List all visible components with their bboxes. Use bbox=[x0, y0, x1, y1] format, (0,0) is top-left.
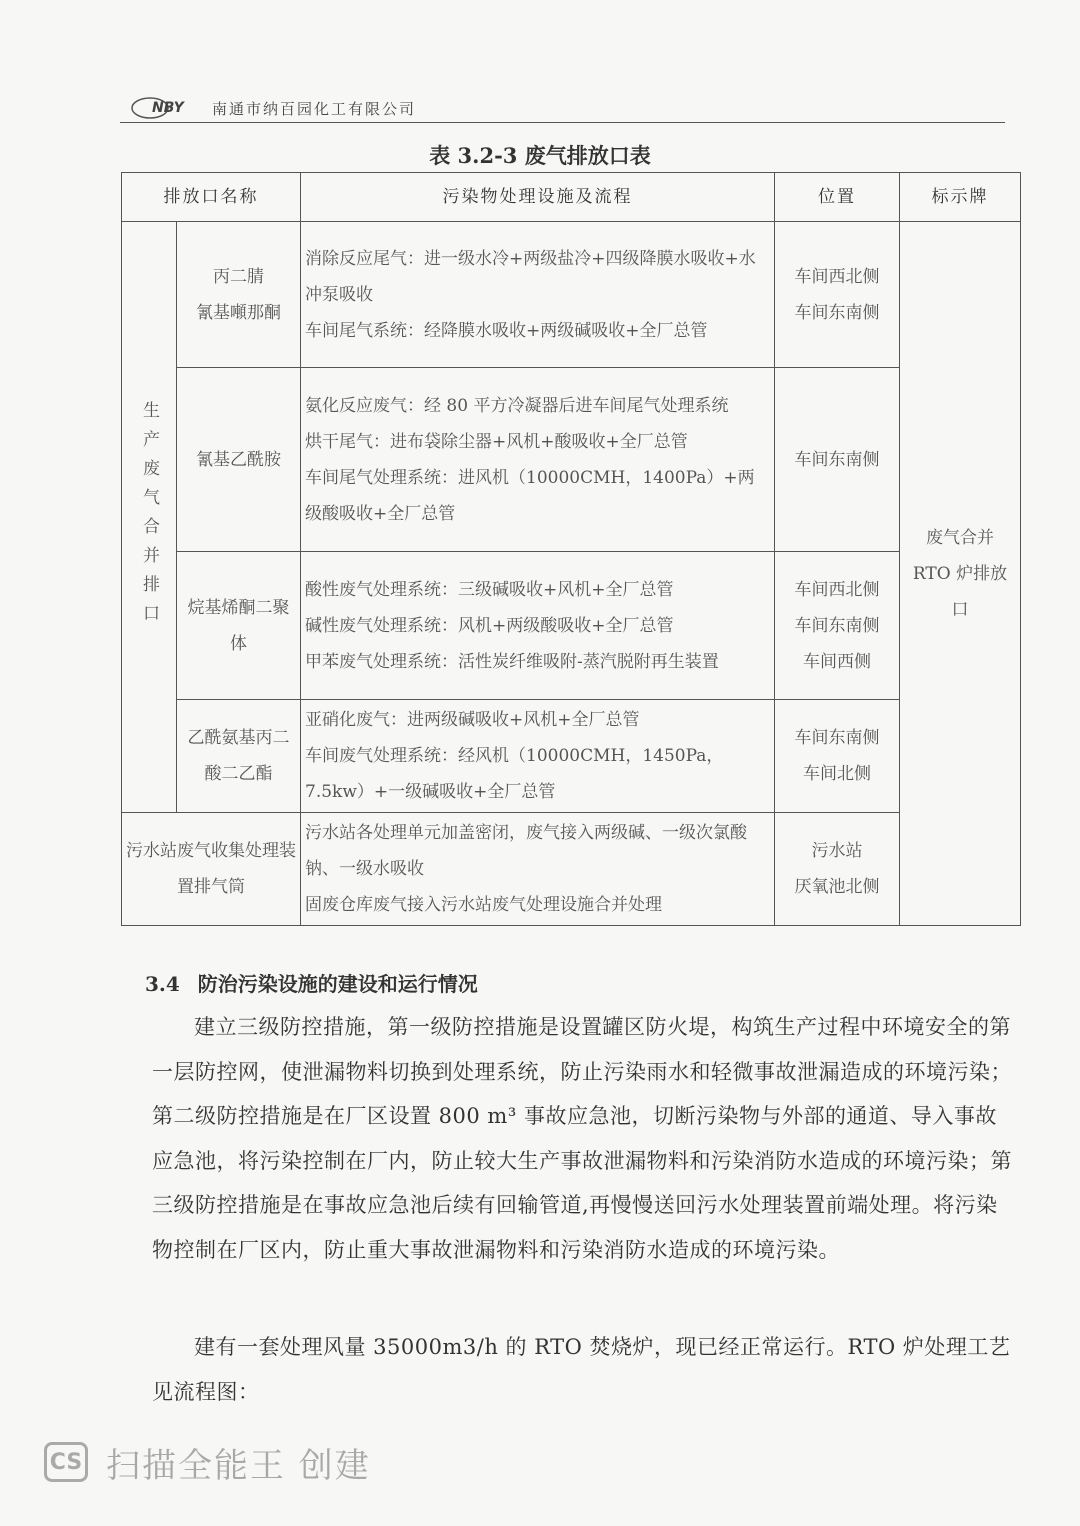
section-title: 防治污染设施的建设和运行情况 bbox=[197, 972, 478, 996]
location-item: 车间西北侧 bbox=[794, 579, 880, 600]
watermark-text: 扫描全能王 创建 bbox=[106, 1445, 371, 1486]
location-item: 车间东南侧 bbox=[794, 302, 880, 323]
location-item: 车间北侧 bbox=[803, 764, 871, 784]
process-step: 甲苯废气处理系统：活性炭纤维吸附-蒸汽脱附再生装置 bbox=[305, 651, 719, 672]
location-item: 污水站 bbox=[811, 841, 863, 861]
table-row bbox=[122, 813, 1021, 926]
paragraph: 建有一套处理风量 35000m3/h 的 RTO 焚烧炉，现已经正常运行。RTO 炉处理工艺见流程图： bbox=[152, 1335, 1011, 1404]
location-item: 车间东南侧 bbox=[794, 615, 880, 636]
location-item: 厌氧池北侧 bbox=[794, 877, 880, 897]
outlet-name-line: 氰基乙酰胺 bbox=[196, 449, 281, 470]
outlet-name-line: 氰基噸那酮 bbox=[196, 302, 281, 323]
process-step: 烘干尾气：进布袋除尘器+风机+酸吸收+全厂总管 bbox=[305, 431, 688, 452]
table-title: 表 3.2-3 废气排放口表 bbox=[429, 143, 651, 168]
outlet-name-line: 污水站废气收集处理装置排气筒 bbox=[126, 841, 296, 897]
outlet-name-line: 丙二腈 bbox=[213, 266, 264, 287]
location-item: 车间西北侧 bbox=[794, 266, 880, 287]
process-step: 酸性废气处理系统：三级碱吸收+风机+全厂总管 bbox=[305, 579, 674, 600]
col-header-location: 位置 bbox=[775, 173, 900, 222]
process-step: 车间尾气系统：经降膜水吸收+两级碱吸收+全厂总管 bbox=[305, 320, 708, 341]
process-step: 车间废气处理系统：经风机（10000CMH，1450Pa，7.5kw）+一级碱吸收+全厂总管 bbox=[305, 746, 724, 802]
process-step: 固废仓库废气接入污水站废气处理设施合并处理 bbox=[305, 895, 662, 915]
section-heading bbox=[145, 968, 478, 997]
camscanner-icon: CS bbox=[44, 1442, 88, 1482]
process-cell bbox=[301, 222, 775, 368]
table-header-row bbox=[122, 173, 1021, 222]
outlet-name-line: 乙酰氨基丙二酸二乙酯 bbox=[187, 728, 290, 784]
table-row bbox=[122, 552, 1021, 700]
company-logo bbox=[130, 94, 208, 120]
location-item: 车间东南侧 bbox=[794, 728, 880, 748]
outlet-name bbox=[177, 700, 301, 813]
sign-cell bbox=[900, 222, 1021, 926]
outlet-name bbox=[177, 368, 301, 552]
outlet-name bbox=[177, 222, 301, 368]
group-label: 生产废气合并排口 bbox=[139, 401, 159, 633]
company-name: 南通市纳百园化工有限公司 bbox=[212, 100, 417, 118]
section-number: 3.4 bbox=[145, 972, 180, 996]
process-step: 消除反应尾气：进一级水冷+两级盐冷+四级降膜水吸收+水冲泵吸收 bbox=[305, 248, 756, 305]
outlet-name-line: 烷基烯酮二聚体 bbox=[187, 597, 290, 654]
process-cell bbox=[301, 700, 775, 813]
table-row bbox=[122, 368, 1021, 552]
location-item: 车间西侧 bbox=[803, 651, 871, 672]
process-step: 车间尾气处理系统：进风机（10000CMH，1400Pa）+两级酸吸收+全厂总管 bbox=[305, 467, 755, 524]
paragraph: 建立三级防控措施，第一级防控措施是设置罐区防火堤，构筑生产过程中环境安全的第一层防控网，使泄漏物料切换到处理系统，防止污染雨水和轻微事故泄漏造成的环境污染；第二级防控措施是在厂区设置 800 m³ 事故应急池，切断污染物与外部的通道、导入事故应急池，将污染控制在厂内，防止较大生产事故泄漏物料和污染消防水造成的环境污染；第三级防控措施是在事故应急池后续有回输管道,再慢慢送回污水处理装置前端处理。将污染物控制在厂区内，防止重大事故泄漏物料和污染消防水造成的环境污染。 bbox=[152, 1015, 1012, 1262]
logo-text: NBY bbox=[152, 100, 184, 116]
location-cell bbox=[775, 368, 900, 552]
location-cell bbox=[775, 700, 900, 813]
location-cell bbox=[775, 222, 900, 368]
process-step: 氨化反应废气：经 80 平方冷凝器后进车间尾气处理系统 bbox=[305, 395, 729, 416]
table-row bbox=[122, 222, 1021, 368]
process-cell bbox=[301, 368, 775, 552]
process-step: 亚硝化废气：进两级碱吸收+风机+全厂总管 bbox=[305, 710, 640, 730]
col-header-sign: 标示牌 bbox=[900, 173, 1021, 222]
process-step: 碱性废气处理系统：风机+两级酸吸收+全厂总管 bbox=[305, 615, 674, 636]
scanner-watermark bbox=[44, 1438, 371, 1486]
col-header-name: 排放口名称 bbox=[122, 173, 301, 222]
group-label-cell bbox=[122, 222, 177, 813]
col-header-process: 污染物处理设施及流程 bbox=[301, 173, 775, 222]
location-cell bbox=[775, 813, 900, 926]
sign-text: 废气合并 RTO 炉排放口 bbox=[912, 527, 1008, 620]
table-row bbox=[122, 700, 1021, 813]
process-cell bbox=[301, 813, 775, 926]
emission-table bbox=[121, 172, 1021, 926]
outlet-name bbox=[122, 813, 301, 926]
process-step: 污水站各处理单元加盖密闭，废气接入两级碱、一级次氯酸钠、一级水吸收 bbox=[305, 823, 747, 879]
process-cell bbox=[301, 552, 775, 700]
location-item: 车间东南侧 bbox=[794, 449, 880, 470]
outlet-name bbox=[177, 552, 301, 700]
location-cell bbox=[775, 552, 900, 700]
page-header bbox=[120, 92, 1005, 123]
